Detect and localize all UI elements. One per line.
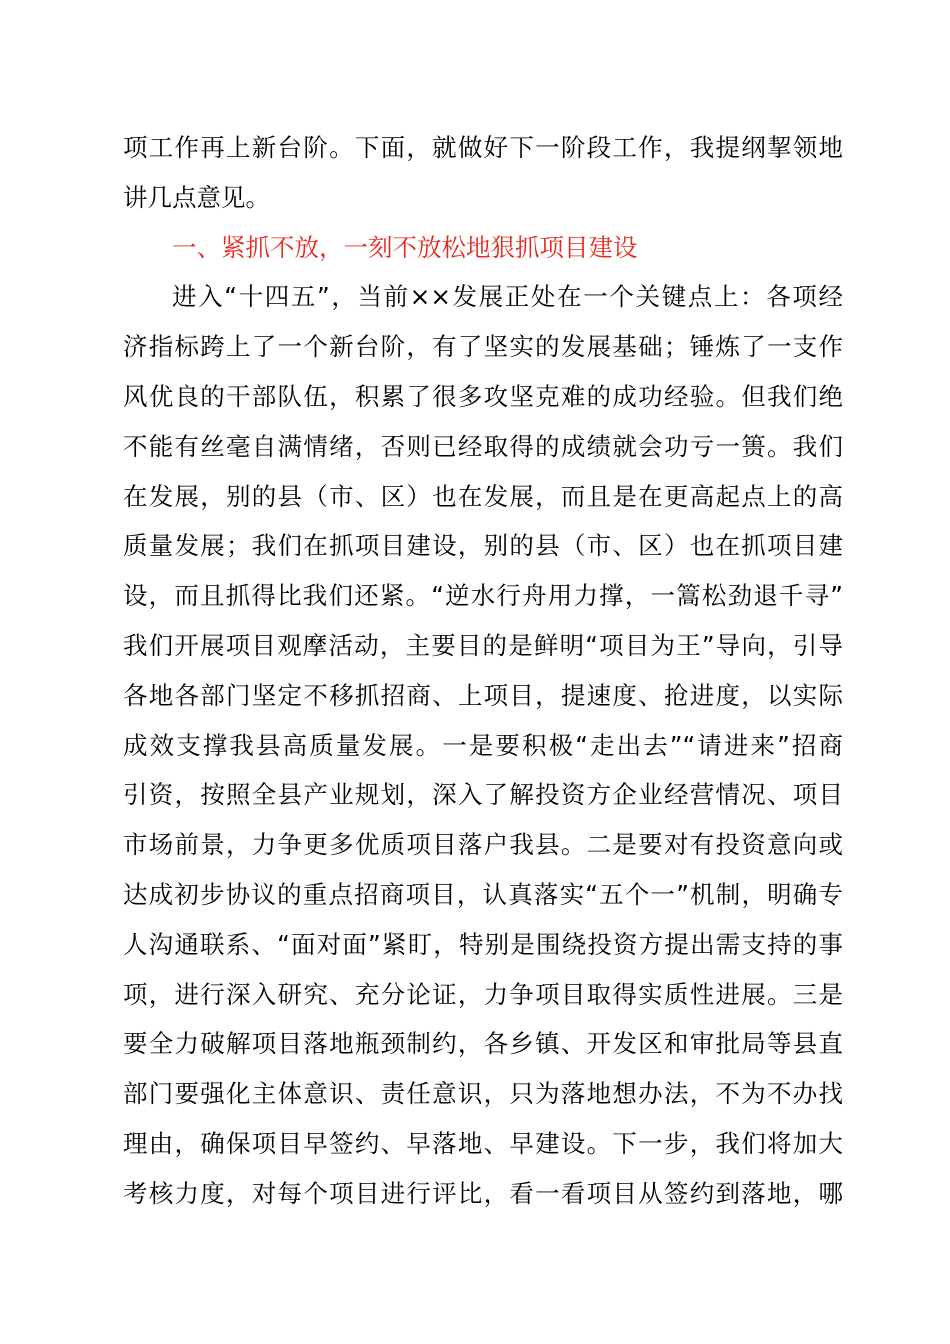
paragraph-line: 引资，按照全县产业规划，深入了解投资方企业经营情况、项目	[123, 780, 843, 810]
document-body	[123, 123, 843, 1219]
section-heading: 一、紧抓不放，一刻不放松地狠抓项目建设	[172, 232, 638, 262]
paragraph-line: 理由，确保项目早签约、早落地、早建设。下一步，我们将加大	[123, 1128, 843, 1158]
intro-line-1: 项工作再上新台阶。下面，就做好下一阶段工作，我提纲挈领地	[123, 133, 843, 162]
paragraph-line: 质量发展；我们在抓项目建设，别的县（市、区）也在抓项目建	[123, 531, 843, 561]
paragraph-line: 不能有丝毫自满情绪，否则已经取得的成绩就会功亏一篑。我们	[123, 431, 843, 461]
paragraph-line: 风优良的干部队伍，积累了很多攻坚克难的成功经验。但我们绝	[123, 381, 843, 411]
paragraph-line: 项，进行深入研究、充分论证，力争项目取得实质性进展。三是	[123, 979, 843, 1009]
paragraph-line: 济指标跨上了一个新台阶，有了坚实的发展基础；锤炼了一支作	[123, 332, 843, 362]
paragraph-line: 人沟通联系、“面对面”紧盯，特别是围绕投资方提出需支持的事	[123, 929, 843, 959]
paragraph-line: 部门要强化主体意识、责任意识，只为落地想办法，不为不办找	[123, 1079, 843, 1109]
paragraph-line: 我们开展项目观摩活动，主要目的是鲜明“项目为王”导向，引导	[123, 630, 843, 660]
paragraph-line: 要全力破解项目落地瓶颈制约，各乡镇、开发区和审批局等县直	[123, 1029, 843, 1059]
paragraph-line: 市场前景，力争更多优质项目落户我县。二是要对有投资意向或	[123, 830, 843, 860]
paragraph-line: 在发展，别的县（市、区）也在发展，而且是在更高起点上的高	[123, 481, 843, 511]
intro-line-2: 讲几点意见。	[123, 182, 270, 212]
paragraph-line: 成效支撑我县高质量发展。一是要积极“走出去”“请进来”招商	[123, 730, 843, 760]
paragraph-line: 达成初步协议的重点招商项目，认真落实“五个一”机制，明确专	[123, 879, 843, 909]
paragraph-line: 进入“十四五”，当前××发展正处在一个关键点上：各项经	[172, 282, 843, 312]
paragraph-line: 各地各部门坚定不移抓招商、上项目，提速度、抢进度，以实际	[123, 680, 843, 710]
paragraph-line: 设，而且抓得比我们还紧。“逆水行舟用力撑，一篙松劲退千寻”	[123, 581, 843, 611]
paragraph-line: 考核力度，对每个项目进行评比，看一看项目从签约到落地，哪	[123, 1178, 843, 1208]
